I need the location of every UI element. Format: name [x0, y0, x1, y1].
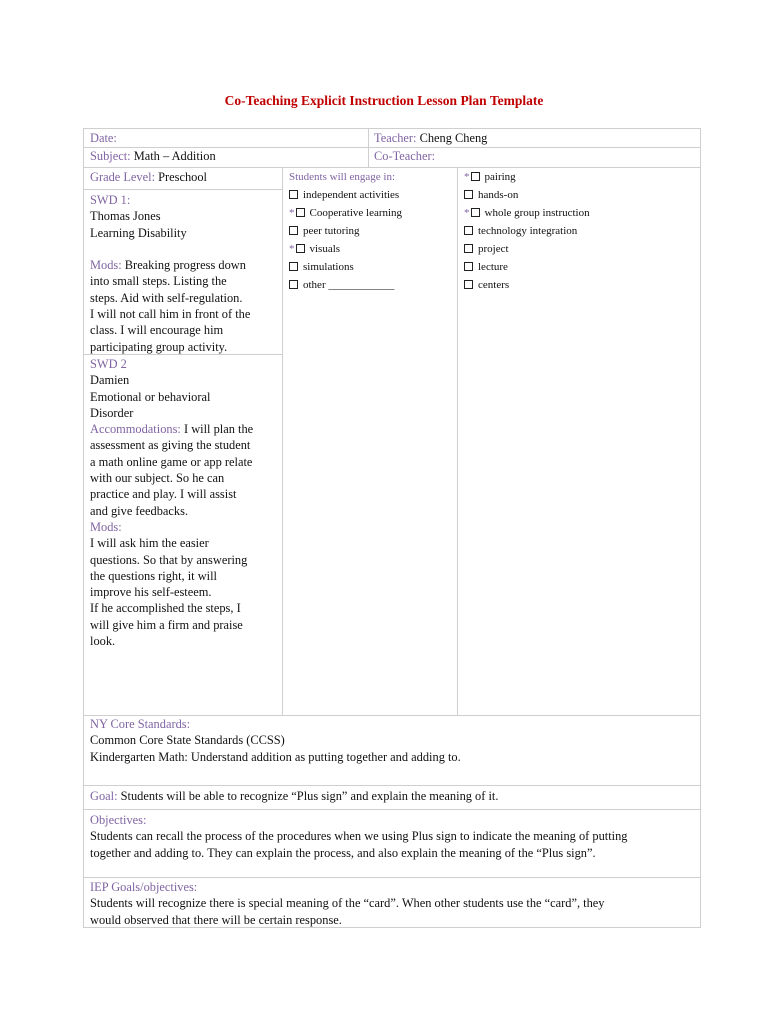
checkbox-icon[interactable] — [464, 262, 473, 271]
engage-option-label: other ____________ — [303, 279, 395, 291]
checkbox-icon[interactable] — [464, 190, 473, 199]
swd2-mods-line: I will ask him the easier — [90, 536, 209, 551]
swd2-accommodations-line: practice and play. I will assist — [90, 487, 237, 502]
col-divider — [457, 167, 458, 715]
grade-label: Grade Level: — [90, 170, 156, 184]
engage-option — [464, 240, 700, 258]
swd2-name: Damien — [90, 373, 130, 388]
checkbox-icon[interactable] — [289, 262, 298, 271]
swd1-mods-line: class. I will encourage him — [90, 323, 224, 338]
col-divider — [282, 167, 283, 715]
swd2-accommodations-line: I will plan the — [183, 422, 254, 437]
engage-option — [464, 276, 700, 294]
swd2-mods-line: will give him a firm and praise — [90, 617, 243, 632]
swd2-mods-line: the questions right, it will — [90, 568, 217, 583]
engage-option — [289, 276, 455, 294]
engage-option — [289, 186, 455, 204]
swd1-mods-line: steps. Aid with self-regulation. — [90, 290, 243, 305]
swd2-section — [90, 356, 280, 649]
goal-section — [90, 788, 694, 804]
standards-line: Common Core State Standards (CCSS) — [90, 733, 285, 748]
checkbox-icon[interactable] — [464, 226, 473, 235]
row-divider — [84, 809, 700, 810]
engage-option-label: whole group instruction — [484, 207, 590, 219]
swd2-mods-label: Mods: — [90, 519, 122, 534]
objectives-line: together and adding to. They can explain the process, and also explain the meaning of the “Plus sign”. — [90, 845, 596, 860]
engage-option-label: pairing — [484, 171, 516, 183]
goal-label: Goal: — [90, 789, 118, 803]
star-marker: * — [464, 171, 470, 183]
teacher-label: Teacher: — [374, 131, 417, 145]
standards-line: Kindergarten Math: Understand addition as putting together and adding to. — [90, 749, 461, 764]
objectives-line: Students can recall the process of the procedures when we using Plus sign to indicate the meaning of putting — [90, 829, 628, 844]
row-divider — [84, 785, 700, 786]
swd2-mods-line: look. — [90, 634, 116, 649]
date-label: Date: — [90, 131, 117, 145]
objectives-label: Objectives: — [90, 813, 147, 827]
swd1-mods-line: into small steps. Listing the — [90, 274, 227, 289]
engage-option — [289, 258, 455, 276]
checkbox-icon[interactable] — [289, 190, 298, 199]
lesson-plan-table — [83, 128, 701, 928]
checkbox-icon[interactable] — [296, 244, 305, 253]
checkbox-icon[interactable] — [296, 208, 305, 217]
engage-column-2 — [464, 168, 700, 294]
swd1-disability: Learning Disability — [90, 225, 187, 240]
engage-option — [464, 258, 700, 276]
subject-field — [90, 148, 216, 164]
checkbox-icon[interactable] — [289, 280, 298, 289]
swd1-section — [90, 192, 280, 355]
engage-option — [289, 240, 455, 258]
swd2-accommodations-label: Accommodations: — [90, 422, 181, 437]
subject-label: Subject: — [90, 149, 131, 163]
star-marker: * — [289, 207, 295, 219]
goal-value: Students will be able to recognize “Plus sign” and explain the meaning of it. — [120, 789, 499, 803]
teacher-field — [374, 130, 487, 146]
date-field — [90, 130, 117, 146]
iep-section — [90, 879, 700, 928]
engage-option — [464, 204, 700, 222]
standards-label: NY Core Standards: — [90, 717, 191, 731]
swd1-name: Thomas Jones — [90, 209, 161, 224]
engage-option-label: peer tutoring — [303, 225, 360, 237]
engage-option-label: visuals — [309, 243, 341, 255]
checkbox-icon[interactable] — [289, 226, 298, 235]
row-divider — [84, 877, 700, 878]
iep-line: Students will recognize there is special meaning of the “card”. When other students use the “card”, they — [90, 896, 605, 911]
swd2-mods-line: questions. So that by answering — [90, 552, 248, 567]
engage-option — [464, 222, 700, 240]
engage-column-1 — [289, 168, 455, 294]
checkbox-icon[interactable] — [464, 244, 473, 253]
engage-label: Students will engage in: — [289, 171, 396, 183]
swd2-accommodations-line: assessment as giving the student — [90, 438, 251, 453]
swd2-label: SWD 2 — [90, 357, 127, 371]
engage-option — [289, 204, 455, 222]
swd1-mods-label: Mods: — [90, 258, 122, 273]
iep-line: would observed that there will be certain response. — [90, 912, 342, 927]
engage-option-label: lecture — [478, 261, 508, 273]
checkbox-icon[interactable] — [471, 208, 480, 217]
swd2-accommodations-line: a math online game or app relate — [90, 454, 253, 469]
engage-option-label: hands-on — [478, 189, 519, 201]
swd2-accommodations-line: and give feedbacks. — [90, 503, 189, 518]
swd2-disability: Emotional or behavioral — [90, 389, 211, 404]
engage-option-label: independent activities — [303, 189, 400, 201]
coteacher-label: Co-Teacher: — [374, 149, 436, 163]
iep-label: IEP Goals/objectives: — [90, 880, 198, 894]
engage-option-label: project — [478, 243, 509, 255]
swd1-mods-line: participating group activity. — [90, 339, 228, 354]
swd2-disability: Disorder — [90, 405, 134, 420]
grade-level-field — [90, 169, 207, 185]
standards-section — [90, 716, 694, 765]
swd1-mods-line: Breaking progress down — [124, 258, 246, 273]
swd1-label: SWD 1: — [90, 193, 131, 207]
document-title: Co-Teaching Explicit Instruction Lesson Plan Template — [224, 93, 544, 108]
engage-option — [464, 186, 700, 204]
swd2-accommodations-line: with our subject. So he can — [90, 471, 225, 486]
objectives-section — [90, 812, 700, 861]
star-marker: * — [464, 207, 470, 219]
engage-option-label: centers — [478, 279, 510, 291]
coteacher-field — [374, 148, 435, 164]
star-marker: * — [289, 243, 295, 255]
col-divider — [368, 129, 369, 167]
engage-option-label: technology integration — [478, 225, 578, 237]
checkbox-icon[interactable] — [464, 280, 473, 289]
engage-option — [464, 168, 700, 186]
swd2-mods-line: If he accomplished the steps, I — [90, 601, 241, 616]
teacher-value: Cheng Cheng — [419, 131, 488, 145]
swd1-mods-line: I will not call him in front of the — [90, 307, 251, 322]
engage-option — [289, 222, 455, 240]
swd2-mods-line: improve his self-esteem. — [90, 585, 212, 600]
checkbox-icon[interactable] — [471, 172, 480, 181]
row-divider — [84, 189, 282, 190]
engage-option-label: simulations — [303, 261, 354, 273]
engage-option-label: Cooperative learning — [309, 207, 403, 219]
subject-value: Math – Addition — [133, 149, 216, 163]
grade-value: Preschool — [158, 170, 207, 184]
